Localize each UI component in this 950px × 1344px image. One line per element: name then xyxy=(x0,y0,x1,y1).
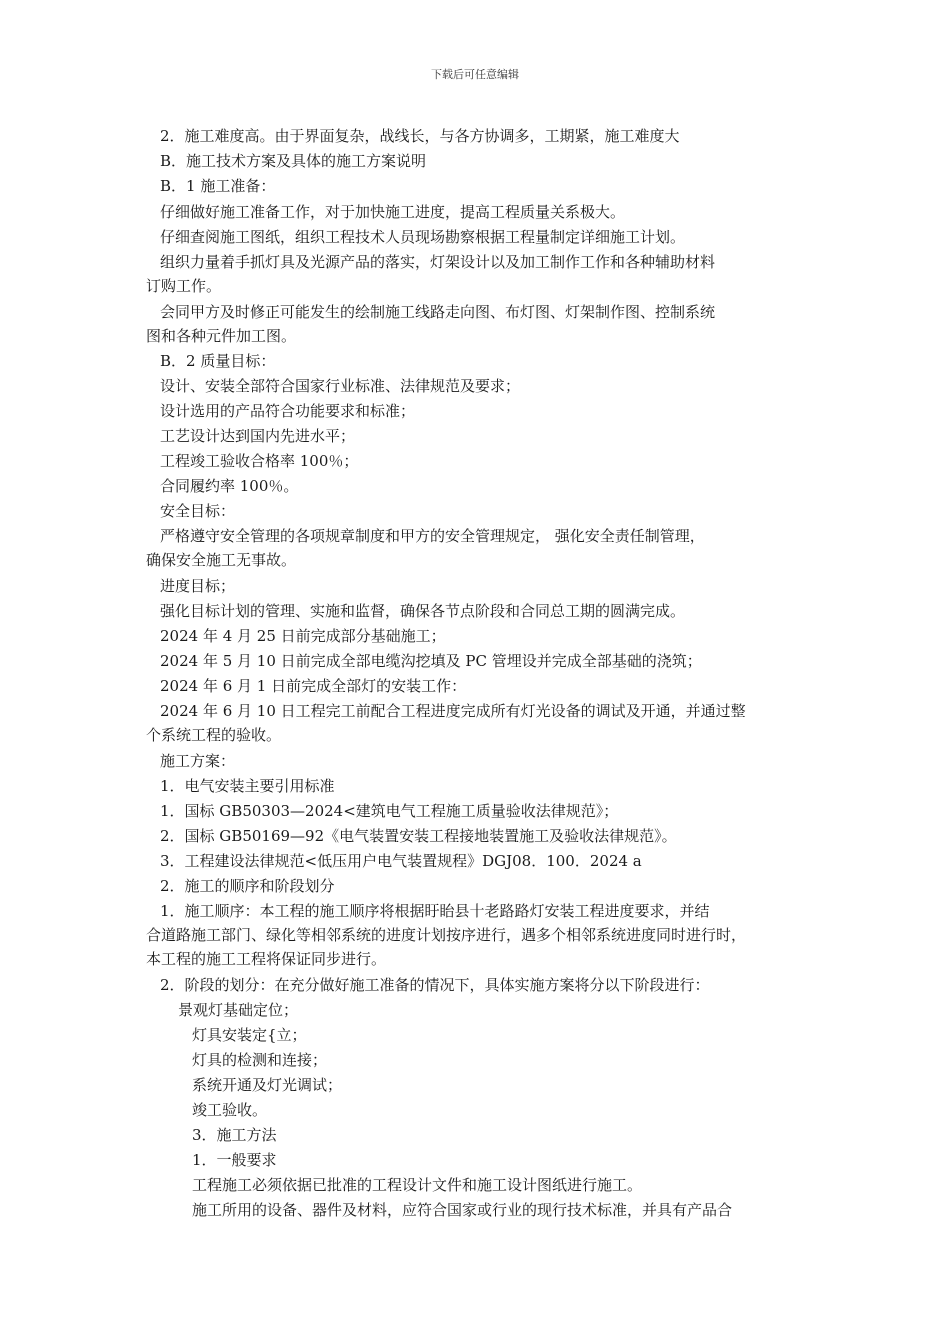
text-line: 2．施工难度高。由于界面复杂，战线长，与各方协调多，工期紧，施工难度大 xyxy=(160,127,680,145)
text-line: 订购工作。 xyxy=(146,277,222,295)
text-line: 仔细查阅施工图纸，组织工程技术人员现场勘察根据工程量制定详细施工计划。 xyxy=(160,228,686,246)
text-line: 灯具的检测和连接； xyxy=(192,1051,328,1069)
text-line: B．2 质量目标： xyxy=(160,352,276,370)
text-line: 施工所用的设备、器件及材料，应符合国家或行业的现行技术标准，并具有产品合 xyxy=(192,1201,733,1219)
text-line: 2．阶段的划分：在充分做好施工准备的情况下，具体实施方案将分以下阶段进行： xyxy=(160,976,710,994)
text-line: 2024 年 6 月 1 日前完成全部灯的安装工作： xyxy=(160,677,467,695)
text-line: 系统开通及灯光调试； xyxy=(192,1076,343,1094)
text-line: 合道路施工部门、绿化等相邻系统的进度计划按序进行，遇多个相邻系统进度同时进行时， xyxy=(146,926,747,944)
text-line: B．1 施工准备： xyxy=(160,177,276,195)
page-header: 下载后可任意编辑 xyxy=(431,68,519,81)
text-line: 2．施工的顺序和阶段划分 xyxy=(160,877,335,895)
text-line: 仔细做好施工准备工作，对于加快施工进度，提高工程质量关系极大。 xyxy=(160,203,626,221)
text-line: 图和各种元件加工图。 xyxy=(146,327,297,345)
text-line: B．施工技术方案及具体的施工方案说明 xyxy=(160,152,427,170)
text-line: 工艺设计达到国内先进水平； xyxy=(160,427,356,445)
text-line: 确保安全施工无事故。 xyxy=(146,551,297,569)
text-line: 严格遵守安全管理的各项规章制度和甲方的安全管理规定， 强化安全责任制管理， xyxy=(160,527,705,545)
text-line: 工程施工必须依据已批准的工程设计文件和施工设计图纸进行施工。 xyxy=(192,1176,643,1194)
text-line: 1．一般要求 xyxy=(192,1151,277,1169)
text-line: 工程竣工验收合格率 100％； xyxy=(160,452,359,470)
text-line: 设计选用的产品符合功能要求和标准； xyxy=(160,402,416,420)
text-line: 竣工验收。 xyxy=(192,1101,268,1119)
text-line: 2024 年 6 月 10 日工程完工前配合工程进度完成所有灯光设备的调试及开通，并通过整 xyxy=(160,702,746,720)
text-line: 2．国标 GB50169—92《电气装置安装工程接地装置施工及验收法律规范》。 xyxy=(160,827,677,845)
text-line: 3．施工方法 xyxy=(192,1126,277,1144)
text-line: 施工方案： xyxy=(160,752,236,770)
text-line: 灯具安装定{立； xyxy=(192,1026,307,1044)
text-line: 安全目标： xyxy=(160,502,236,520)
text-line: 进度目标； xyxy=(160,577,236,595)
text-line: 2024 年 4 月 25 日前完成部分基础施工； xyxy=(160,627,446,645)
text-line: 组织力量着手抓灯具及光源产品的落实，灯架设计以及加工制作工作和各种辅助材料 xyxy=(160,253,716,271)
text-line: 1．国标 GB50303—2024<建筑电气工程施工质量验收法律规范》； xyxy=(160,802,619,820)
text-line: 景观灯基础定位； xyxy=(178,1001,299,1019)
text-line: 3．工程建设法律规范<低压用户电气装置规程》DGJ08．100．2024 a xyxy=(160,852,642,870)
text-line: 个系统工程的验收。 xyxy=(146,726,282,744)
text-line: 本工程的施工工程将保证同步进行。 xyxy=(146,950,387,968)
text-line: 强化目标计划的管理、实施和监督，确保各节点阶段和合同总工期的圆满完成。 xyxy=(160,602,686,620)
text-line: 设计、安装全部符合国家行业标准、法律规范及要求； xyxy=(160,377,521,395)
text-line: 合同履约率 100％。 xyxy=(160,477,299,495)
text-line: 2024 年 5 月 10 日前完成全部电缆沟挖填及 PC 管埋设并完成全部基础的浇筑； xyxy=(160,652,702,670)
text-line: 1．电气安装主要引用标准 xyxy=(160,777,335,795)
text-line: 会同甲方及时修正可能发生的绘制施工线路走向图、布灯图、灯架制作图、控制系统 xyxy=(160,303,716,321)
text-line: 1．施工顺序：本工程的施工顺序将根据盱眙县十老路路灯安装工程进度要求，并结 xyxy=(160,902,710,920)
